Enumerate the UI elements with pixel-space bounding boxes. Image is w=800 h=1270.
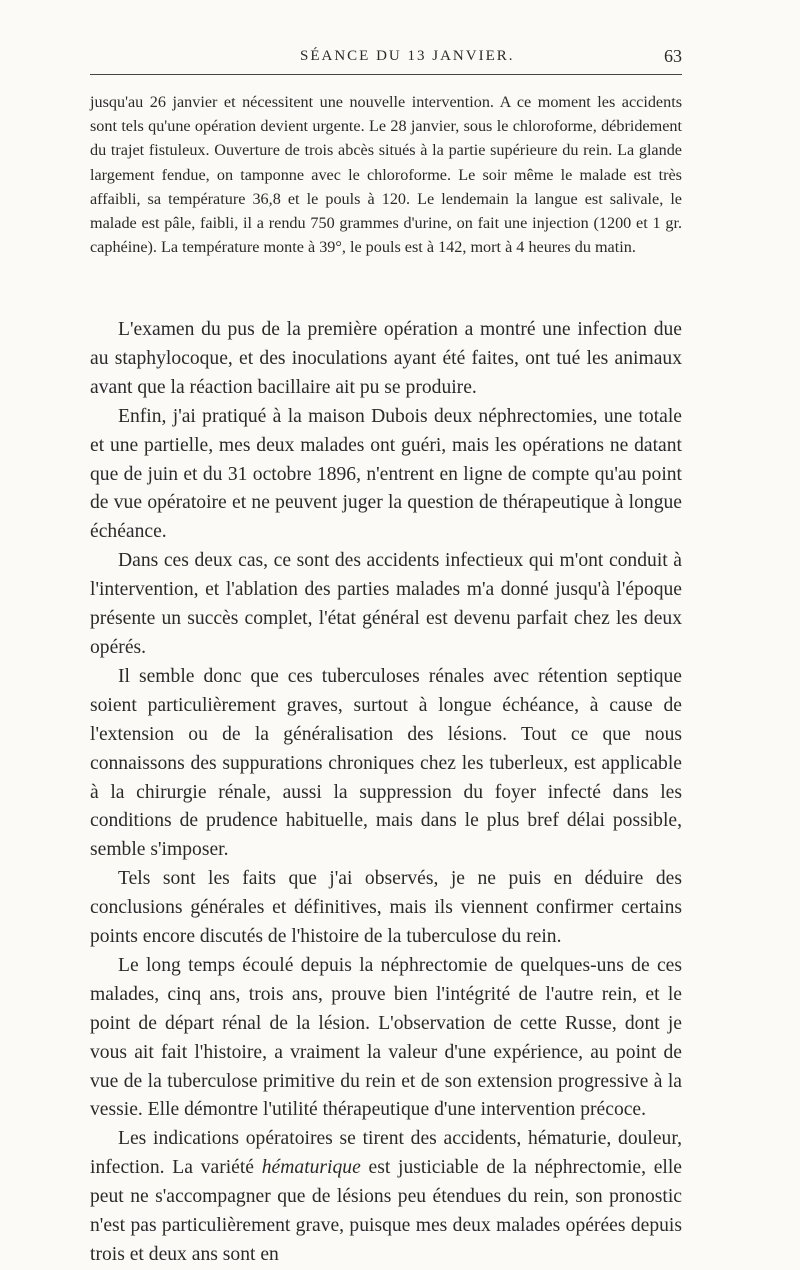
paragraph: Il semble donc que ces tuberculoses rénales avec rétention septique soient particulièrement graves, surtout à longue échéance, à cause de l'extension ou de la généralisation des lésions. Tout ce que nous connaissons des suppurations chroniques chez les tuberleux, est applicable à la chirurgie rénale, aussi la suppression du foyer infecté dans les conditions de prudence habituelle, mais dans le plus bref délai possible, semble s'imposer. xyxy=(90,665,682,861)
header-rule xyxy=(90,74,682,75)
main-text xyxy=(90,316,682,1270)
page-number: 63 xyxy=(664,46,682,66)
emphasis-hematurique: hématurique xyxy=(261,1157,361,1179)
paragraph-last xyxy=(90,1125,682,1270)
running-title: SÉANCE DU 13 JANVIER. xyxy=(300,48,515,64)
paragraph: L'examen du pus de la première opération a montré une infection due au staphylocoque, et des inoculations ayant été faites, ont tué les animaux avant que la réaction bacillaire ait pu se produire. xyxy=(90,319,682,398)
paragraph-last-start: Les indications opératoires se tirent des accidents, hématurie, douleur, infection. La variété xyxy=(90,1128,682,1179)
paragraph: Enfin, j'ai pratiqué à la maison Dubois deux néphrectomies, une totale et une partielle, mes deux malades ont guéri, mais les opérations ne datant que de juin et du 31 octobre 1896, n'entrent en ligne de compte qu'au point de vue opératoire et ne peuvent juger la question de thérapeutique à longue échéance. xyxy=(90,405,682,543)
case-report-text: jusqu'au 26 janvier et nécessitent une nouvelle intervention. A ce moment les accidents sont tels qu'une opération devient urgente. Le 28 janvier, sous le chloroforme, débridement du trajet fistuleux. Ouverture de trois abcès situés à la partie supérieure du rein. La glande largement fendue, on tamponne avec le chloroforme. Le soir même le malade est très affaibli, sa température 36,8 et le pouls à 120. Le lendemain la langue est salivale, le malade est pâle, faibli, il a rendu 750 grammes d'urine, on fait une injection (1200 et 1 gr. caphéine). La température monte à 39°, le pouls est à 142, mort à 4 heures du matin. xyxy=(90,93,682,257)
paragraph: Tels sont les faits que j'ai observés, je ne puis en déduire des conclusions générales et définitives, mais ils viennent confirmer certains points encore discutés de l'histoire de la tuberculose du rein. xyxy=(90,868,682,948)
paragraph-last-end: est justiciable de la néphrectomie, elle peut ne s'accompagner que de lésions peu étendues du rein, son pronostic n'est pas particulièrement grave, puisque mes deux malades opérées depuis trois et deux ans sont en xyxy=(90,1157,683,1265)
paragraph: Le long temps écoulé depuis la néphrectomie de quelques-uns de ces malades, cinq ans, trois ans, prouve bien l'intégrité de l'autre rein, et le point de départ rénal de la lésion. L'observation de cette Russe, dont je vous ait fait l'histoire, a vraiment la valeur d'une expérience, au point de vue de la tuberculose primitive du rein et de son extension progressive à la vessie. Elle démontre l'utilité thérapeutique d'une intervention précoce. xyxy=(90,954,682,1121)
case-report-block xyxy=(90,90,682,259)
paragraph: Dans ces deux cas, ce sont des accidents infectieux qui m'ont conduit à l'intervention, et l'ablation des parties malades m'a donné jusqu'à l'époque présente un succès complet, l'état général est devenu parfait chez les deux opérés. xyxy=(90,550,682,658)
page-header xyxy=(90,42,682,78)
